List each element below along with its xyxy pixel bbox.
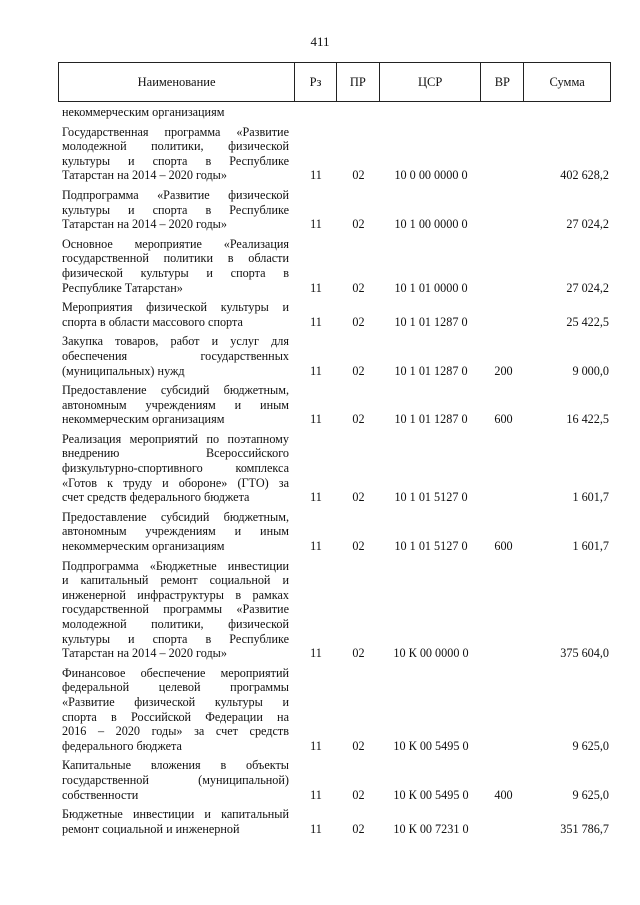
row-name-line: Реализация мероприятий по поэтапному [62,431,289,446]
row-pr: 02 [352,490,365,505]
row-vr: 600 [494,539,513,554]
row-name-line: Основное мероприятие «Реализация [62,236,289,251]
header-pr: ПР [337,63,380,101]
row-sum: 9 000,0 [572,363,609,378]
row-sum: 351 786,7 [560,821,609,836]
row-name-line: Подпрограмма «Бюджетные инвестиции [62,558,289,573]
row-name-line: ремонт социальной и инженерной [62,821,240,836]
row-name-line: 2016 – 2020 годы» за счет средств [62,724,289,739]
row-csr: 10 1 01 1287 0 [394,314,468,329]
row-name-line: государственной (муниципальной) [62,772,289,787]
row-csr: 10 К 00 5495 0 [393,787,469,802]
row-name-line: культуры и спорта в Республике [62,202,289,217]
row-csr: 10 1 01 5127 0 [394,539,468,554]
row-name-line: Закупка товаров, работ и услуг для [62,334,289,349]
row-sum: 25 422,5 [566,314,609,329]
row-pr: 02 [352,821,365,836]
row-name-line: и капитальный ремонт социальной и [62,573,289,588]
table-row [58,432,611,505]
row-name-line: федеральной целевой программы [62,680,289,695]
row-name-line: некоммерческим организациям [62,539,225,554]
row-name-line: (муниципальных) нужд [62,363,185,378]
row-csr: 10 К 00 5495 0 [393,738,469,753]
row-name-line: автономным учреждениям и иным [62,397,289,412]
row-name-line: физкультурно-спортивного комплекса [62,461,289,476]
page-number: 411 [310,34,330,49]
row-rz: 11 [310,787,322,802]
row-rz: 11 [310,168,322,183]
row-csr: 10 1 01 1287 0 [394,363,468,378]
header-rz: Рз [295,63,337,101]
row-csr: 10 1 00 0000 0 [394,217,468,232]
row-csr: 10 1 01 1287 0 [394,412,468,427]
row-rz: 11 [310,314,322,329]
header-name: Наименование [59,63,295,101]
row-name [58,666,295,754]
row-rz: 11 [310,280,322,295]
header-csr: ЦСР [380,63,482,101]
row-pr: 02 [352,168,365,183]
table-row [58,666,611,754]
row-vr: 600 [494,412,513,427]
row-pr: 02 [352,787,365,802]
row-sum: 375 604,0 [560,646,609,661]
table-row [58,383,611,427]
row-csr: 10 1 01 5127 0 [394,490,468,505]
row-rz: 11 [310,363,322,378]
row-name-line: Финансовое обеспечение мероприятий [62,665,289,680]
row-pr: 02 [352,646,365,661]
row-name-line: автономным учреждениям и иным [62,524,289,539]
row-name [58,237,295,295]
row-pr: 02 [352,363,365,378]
row-name-line: «Развитие физической культуры и [62,694,289,709]
row-rz: 11 [310,217,322,232]
table-row [58,758,611,802]
row-csr: 10 1 01 0000 0 [394,280,468,295]
table-row [58,559,611,661]
table-header [58,62,611,102]
row-sum: 9 625,0 [572,738,609,753]
header-sum: Сумма [549,74,585,89]
row-name-line: счет средств федерального бюджета [62,490,250,505]
row-name [58,559,295,661]
row-name-line: Татарстан на 2014 – 2020 годы» [62,217,227,232]
row-rz: 11 [310,539,322,554]
row-name-line: Предоставление субсидий бюджетным, [62,509,289,524]
row-name-line: спорта в области массового спорта [62,314,243,329]
row-vr: 200 [494,363,513,378]
row-pr: 02 [352,539,365,554]
table-body [58,105,611,836]
row-pr: 02 [352,412,365,427]
row-vr: 400 [494,787,513,802]
row-name-line: культуры и спорта в Республике [62,631,289,646]
table-row [58,125,611,183]
row-sum: 27 024,2 [566,280,609,295]
row-name-line: физической культуры и спорта в [62,265,289,280]
row-name-line: молодежной политики, физической [62,617,289,631]
row-name-line: Бюджетные инвестиции и капитальный [62,807,289,822]
row-rz: 11 [310,412,322,427]
row-name [58,125,295,183]
row-name-line: Татарстан на 2014 – 2020 годы» [62,646,227,661]
row-name-line: федерального бюджета [62,738,182,753]
row-csr: 10 К 00 0000 0 [393,646,469,661]
row-name [58,383,295,427]
row-name-line: Государственная программа «Развитие [62,124,289,139]
table-row [58,105,611,120]
row-name-line: некоммерческим организациям [62,105,225,119]
row-pr: 02 [352,280,365,295]
table-row [58,510,611,554]
row-name [58,334,295,378]
row-name-line: некоммерческим организациям [62,412,225,427]
row-name-line: обеспечения государственных [62,348,289,363]
row-sum: 1 601,7 [572,539,609,554]
row-name [58,300,295,329]
row-rz: 11 [310,738,322,753]
row-name-line: молодежной политики, физической [62,139,289,154]
row-name-line: инженерной инфраструктуры в рамках [62,587,289,602]
row-rz: 11 [310,646,322,661]
row-name-line: культуры и спорта в Республике [62,153,289,168]
row-name-line: спорта в Российской Федерации на [62,709,289,724]
table-row [58,807,611,836]
row-name-line: собственности [62,787,139,802]
table-row [58,188,611,232]
row-name-line: «Готов к труду и обороне» (ГТО) за [62,475,289,490]
row-name [58,188,295,232]
table-row [58,237,611,295]
header-vr: ВР [481,63,524,101]
row-name-line: Республике Татарстан» [62,280,183,295]
row-name-line: Мероприятия физической культуры и [62,300,289,315]
row-sum: 16 422,5 [566,412,609,427]
row-name [58,105,295,120]
row-name-line: государственной политики в области [62,251,289,266]
row-name-line: внедрению Всероссийского [62,446,289,461]
row-name [58,807,295,836]
row-name [58,758,295,802]
row-name [58,510,295,554]
table-row [58,300,611,329]
row-csr: 10 0 00 0000 0 [394,168,468,183]
row-sum: 9 625,0 [572,787,609,802]
row-name-line: Капитальные вложения в объекты [62,758,289,773]
row-rz: 11 [310,490,322,505]
row-name-line: Татарстан на 2014 – 2020 годы» [62,168,227,183]
row-csr: 10 К 00 7231 0 [393,821,469,836]
table-row [58,334,611,378]
row-sum: 402 628,2 [560,168,609,183]
row-pr: 02 [352,314,365,329]
row-name-line: Подпрограмма «Развитие физической [62,187,289,202]
row-rz: 11 [310,821,322,836]
row-name-line: Предоставление субсидий бюджетным, [62,383,289,398]
row-name [58,432,295,505]
row-sum: 27 024,2 [566,217,609,232]
row-pr: 02 [352,217,365,232]
row-sum: 1 601,7 [572,490,609,505]
row-pr: 02 [352,738,365,753]
row-name-line: государственной программы «Развитие [62,602,289,617]
